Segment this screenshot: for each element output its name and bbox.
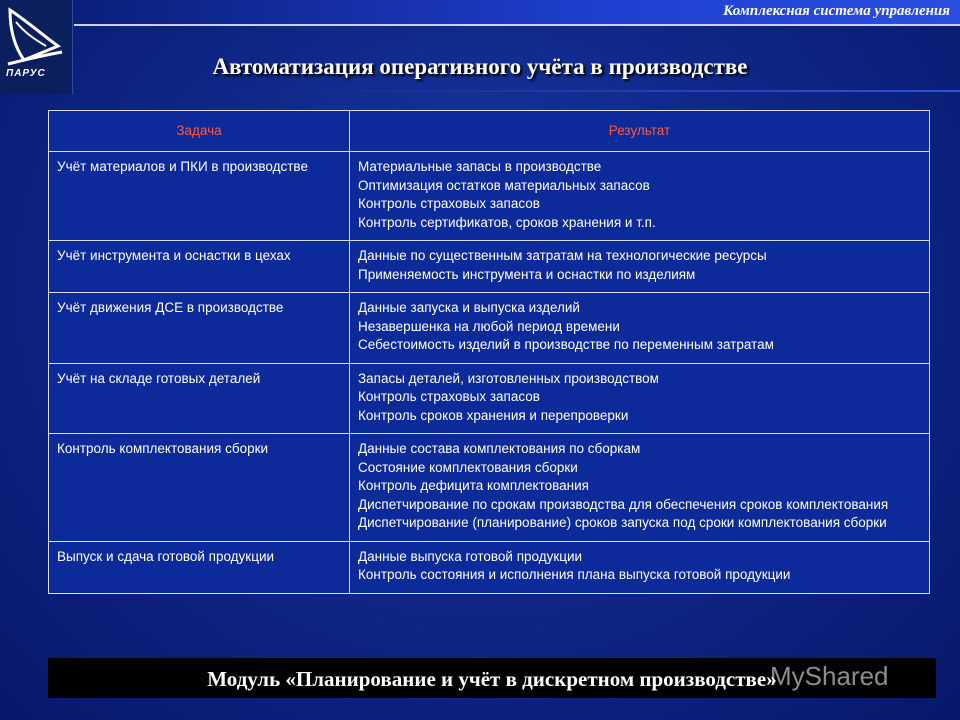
result-line: Контроль страховых запасов xyxy=(358,196,540,211)
result-line: Контроль состояния и исполнения плана выпуска готовой продукции xyxy=(358,567,791,582)
top-banner xyxy=(74,0,960,24)
task-cell: Учёт на складе готовых деталей xyxy=(49,363,350,434)
module-banner: Модуль «Планирование и учёт в дискретном производстве» xyxy=(48,658,936,698)
table-row xyxy=(49,363,930,434)
watermark-text: MyShared xyxy=(770,661,889,691)
result-line: Данные запуска и выпуска изделий xyxy=(358,300,580,315)
result-cell xyxy=(350,434,930,542)
result-cell xyxy=(350,241,930,293)
result-cell xyxy=(350,152,930,241)
result-line: Диспетчирование по срокам производства для обеспечения сроков комплектования xyxy=(358,496,889,512)
logo-text: ПАРУС xyxy=(6,68,46,79)
result-line: Материальные запасы в производстве xyxy=(358,159,602,174)
task-result-table xyxy=(48,110,930,594)
task-cell: Учёт материалов и ПКИ в производстве xyxy=(49,152,350,241)
task-cell: Выпуск и сдача готовой продукции xyxy=(49,541,350,593)
table-row xyxy=(49,152,930,241)
result-cell xyxy=(350,293,930,364)
result-line: Данные выпуска готовой продукции xyxy=(358,548,583,564)
result-line: Незавершенка на любой период времени xyxy=(358,318,620,334)
result-line: Запасы деталей, изготовленных производством xyxy=(358,370,659,386)
task-cell: Учёт движения ДСЕ в производстве xyxy=(49,293,350,364)
result-line: Контроль дефицита комплектования xyxy=(358,478,589,493)
result-line: Оптимизация остатков материальных запасов xyxy=(358,177,650,193)
column-header-task: Задача xyxy=(49,111,350,152)
task-cell: Контроль комплектования сборки xyxy=(49,434,350,542)
task-cell: Учёт инструмента и оснастки в цехах xyxy=(49,241,350,293)
result-cell xyxy=(350,363,930,434)
table-row xyxy=(49,241,930,293)
result-cell xyxy=(350,541,930,593)
result-line: Данные состава комплектования по сборкам xyxy=(358,441,641,456)
divider xyxy=(74,90,960,92)
page-title: Автоматизация оперативного учёта в производстве xyxy=(212,54,748,79)
table-row xyxy=(49,293,930,364)
result-line: Диспетчирование (планирование) сроков запуска под сроки комплектования сборки xyxy=(358,515,887,530)
result-line: Применяемость инструмента и оснастки по изделиям xyxy=(358,266,696,282)
watermark xyxy=(770,656,940,696)
result-line: Состояние комплектования сборки xyxy=(358,459,578,475)
result-line: Контроль страховых запасов xyxy=(358,389,540,404)
table-header-row xyxy=(49,111,930,152)
table-row xyxy=(49,434,930,542)
result-line: Данные по существенным затратам на технологические ресурсы xyxy=(358,248,767,263)
result-line: Контроль сертификатов, сроков хранения и т.п. xyxy=(358,214,656,230)
result-line: Себестоимость изделий в производстве по переменным затратам xyxy=(358,337,774,352)
table-row xyxy=(49,541,930,593)
divider xyxy=(74,24,960,26)
result-line: Контроль сроков хранения и перепроверки xyxy=(358,407,629,423)
tagline: Комплексная система управления xyxy=(723,3,950,19)
column-header-result: Результат xyxy=(350,111,930,152)
